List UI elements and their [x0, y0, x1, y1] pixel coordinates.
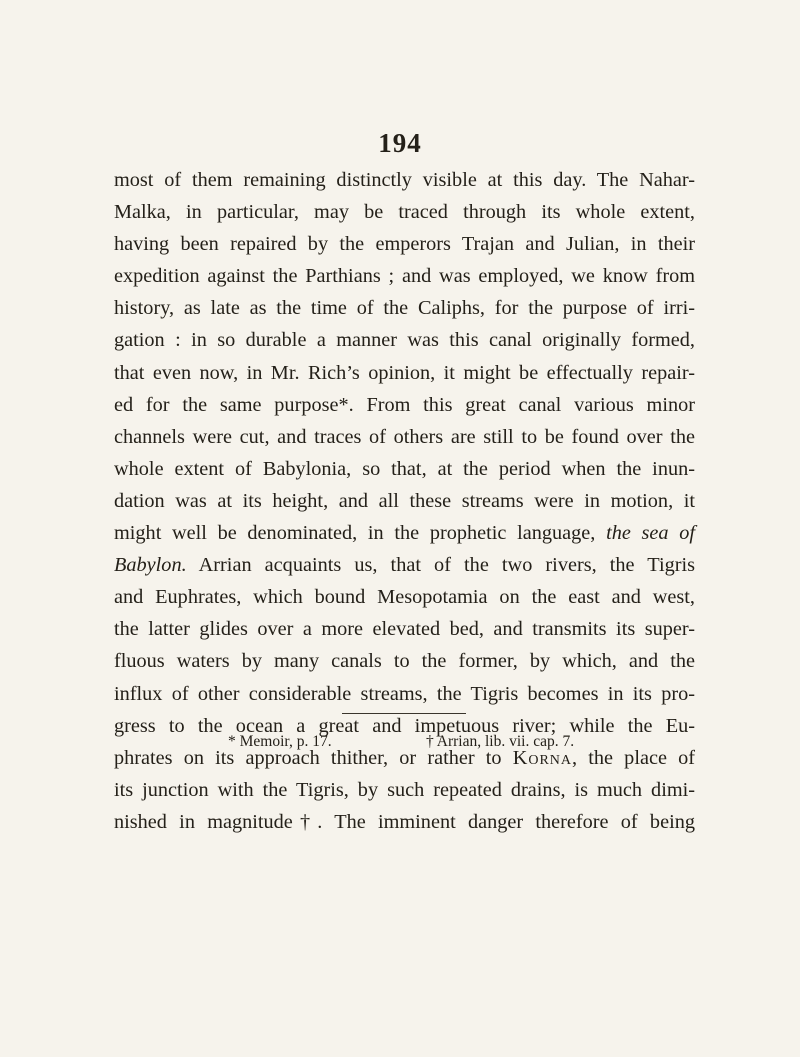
text-line: fluous waters by many canals to the former, by which, and the	[114, 650, 695, 673]
footnote-memoir: * Memoir, p. 17.	[228, 733, 332, 750]
text-line: and Euphrates, which bound Mesopotamia on the east and west,	[114, 586, 695, 609]
page-number: 194	[378, 128, 422, 158]
text-line: that even now, in Mr. Rich’s opinion, it might be effectually repair-	[114, 361, 695, 384]
text-line: most of them remaining distinctly visible at this day. The Nahar-	[114, 169, 695, 191]
text-line: nished in magnitude†. The imminent danger therefore of being	[114, 810, 695, 833]
text-line: influx of other considerable streams, the Tigris becomes in its pro-	[114, 682, 695, 705]
text-segment: phrates on its approach thither, or rather to	[114, 746, 502, 769]
italic-phrase: Babylon.	[114, 554, 187, 577]
footnote-arrian: † Arrian, lib. vii. cap. 7.	[426, 733, 575, 750]
text-segment: , the place of	[572, 746, 696, 769]
text-line-with-smallcaps	[114, 742, 695, 774]
text-line-with-italic	[114, 517, 695, 549]
text-line: its junction with the Tigris, by such repeated drains, is much dimi-	[114, 778, 695, 801]
text-line-with-italic	[114, 549, 695, 581]
text-line: gation : in so durable a manner was this canal originally formed,	[114, 329, 695, 352]
smallcaps-place-name: Korna	[512, 746, 573, 769]
text-line: Malka, in particular, may be traced through its whole extent,	[114, 201, 695, 224]
text-line: having been repaired by the emperors Trajan and Julian, in their	[114, 233, 695, 256]
footnote-divider	[342, 713, 466, 714]
text-line: ed for the same purpose*. From this great canal various minor	[114, 393, 695, 416]
text-line: the latter glides over a more elevated bed, and transmits its super-	[114, 618, 695, 641]
text-line: whole extent of Babylonia, so that, at the period when the inun-	[114, 457, 695, 480]
text-line: history, as late as the time of the Caliphs, for the purpose of irri-	[114, 297, 695, 320]
text-line: gress to the ocean a great and impetuous river; while the Eu-	[114, 714, 695, 737]
body-text	[114, 164, 695, 838]
text-segment: Arrian acquaints us, that of the two rivers, the Tigris	[198, 554, 696, 577]
text-line: expedition against the Parthians ; and was employed, we know from	[114, 265, 695, 288]
text-segment: might well be denominated, in the prophetic language,	[114, 522, 596, 545]
text-line: channels were cut, and traces of others are still to be found over the	[114, 425, 695, 448]
text-line: dation was at its height, and all these streams were in motion, it	[114, 489, 695, 512]
italic-phrase: the sea of	[606, 522, 696, 545]
